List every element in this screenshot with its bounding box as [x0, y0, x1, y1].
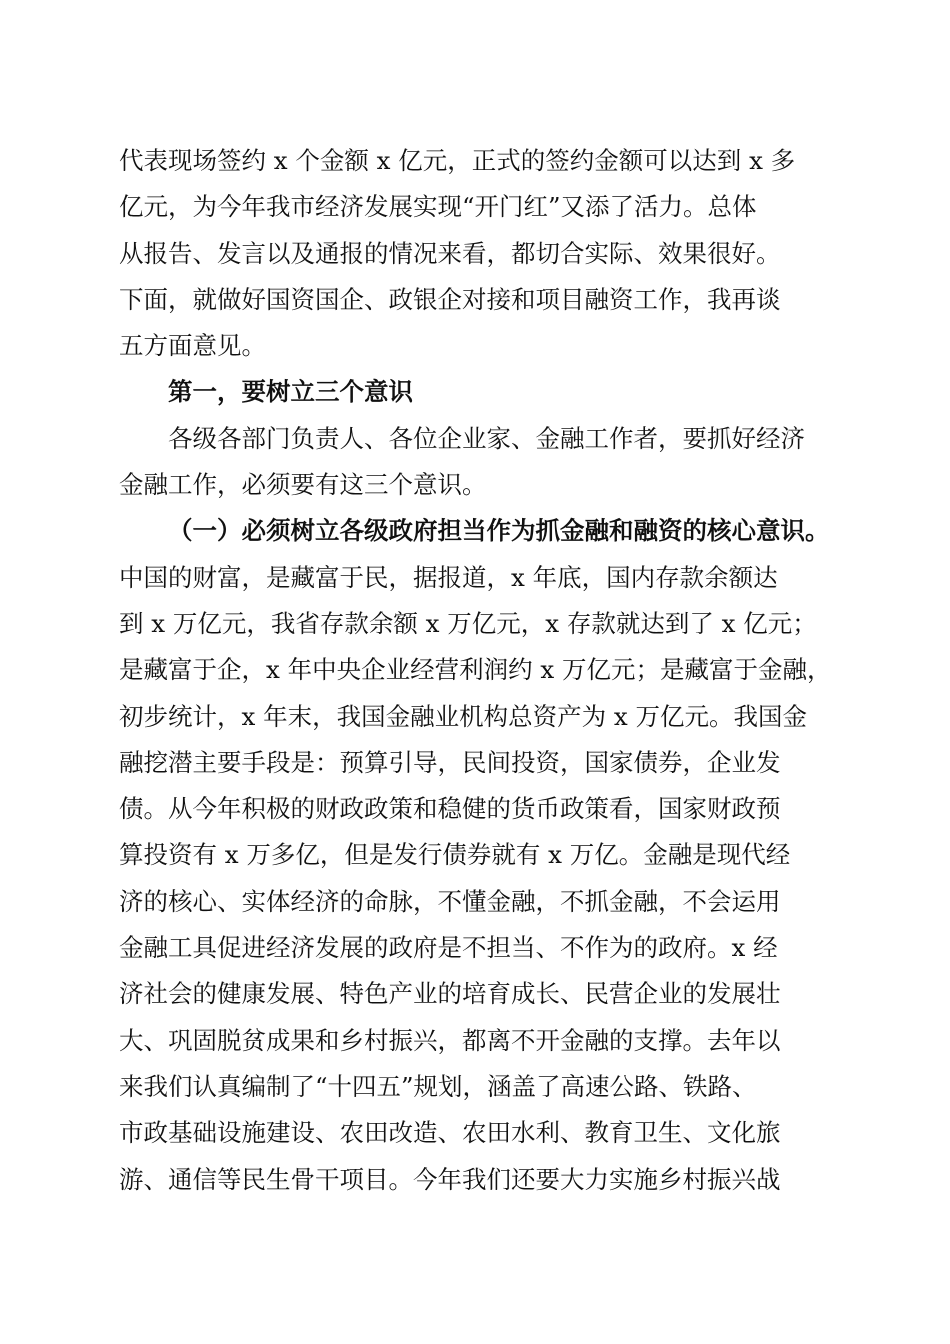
- paragraph-line: 大、巩固脱贫成果和乡村振兴，都离不开金融的支撑。去年以: [119, 1025, 781, 1055]
- paragraph-line: 各级各部门负责人、各位企业家、金融工作者，要抓好经济: [168, 423, 805, 453]
- paragraph-line: 济社会的健康发展、特色产业的培育成长、民营企业的发展壮: [119, 979, 781, 1009]
- paragraph-line: 初步统计，x 年末，我国金融业机构总资产为 x 万亿元。我国金: [119, 701, 807, 731]
- paragraph-line: 中国的财富，是藏富于民，据报道，x 年底，国内存款余额达: [119, 562, 778, 592]
- paragraph-line: 从报告、发言以及通报的情况来看，都切合实际、效果很好。: [119, 238, 781, 268]
- paragraph-line: 五方面意见。: [119, 331, 266, 361]
- paragraph-line: 是藏富于企，x 年中央企业经营利润约 x 万亿元；是藏富于金融，: [119, 655, 831, 685]
- paragraph-line: 金融工具促进经济发展的政府是不担当、不作为的政府。x 经: [119, 933, 778, 963]
- paragraph-line: 到 x 万亿元，我省存款余额 x 万亿元，x 存款就达到了 x 亿元；: [119, 608, 817, 638]
- section-heading-line: （一）必须树立各级政府担当作为抓金融和融资的核心意识。: [168, 516, 830, 546]
- paragraph-line: 代表现场签约 x 个金额 x 亿元，正式的签约金额可以达到 x 多: [119, 146, 796, 175]
- paragraph-line: 金融工作，必须要有这三个意识。: [119, 470, 487, 500]
- paragraph-line: 来我们认真编制了“十四五”规划，涵盖了高速公路、铁路、: [119, 1071, 757, 1101]
- paragraph-line: 济的核心、实体经济的命脉，不懂金融，不抓金融，不会运用: [119, 886, 781, 916]
- paragraph-line: 下面，就做好国资国企、政银企对接和项目融资工作，我再谈: [119, 284, 781, 314]
- paragraph-line: 亿元，为今年我市经济发展实现“开门红”又添了活力。总体: [119, 192, 757, 222]
- section-heading-line: 第一，要树立三个意识: [168, 377, 413, 407]
- paragraph-line: 融挖潜主要手段是：预算引导，民间投资，国家债券，企业发: [119, 747, 781, 777]
- paragraph-line: 游、通信等民生骨干项目。今年我们还要大力实施乡村振兴战: [119, 1164, 781, 1194]
- paragraph-line: 债。从今年积极的财政政策和稳健的货币政策看，国家财政预: [119, 794, 781, 824]
- paragraph-line: 市政基础设施建设、农田改造、农田水利、教育卫生、文化旅: [119, 1118, 781, 1148]
- document-body: [119, 138, 831, 1203]
- paragraph-line: 算投资有 x 万多亿，但是发行债券就有 x 万亿。金融是现代经: [119, 840, 791, 870]
